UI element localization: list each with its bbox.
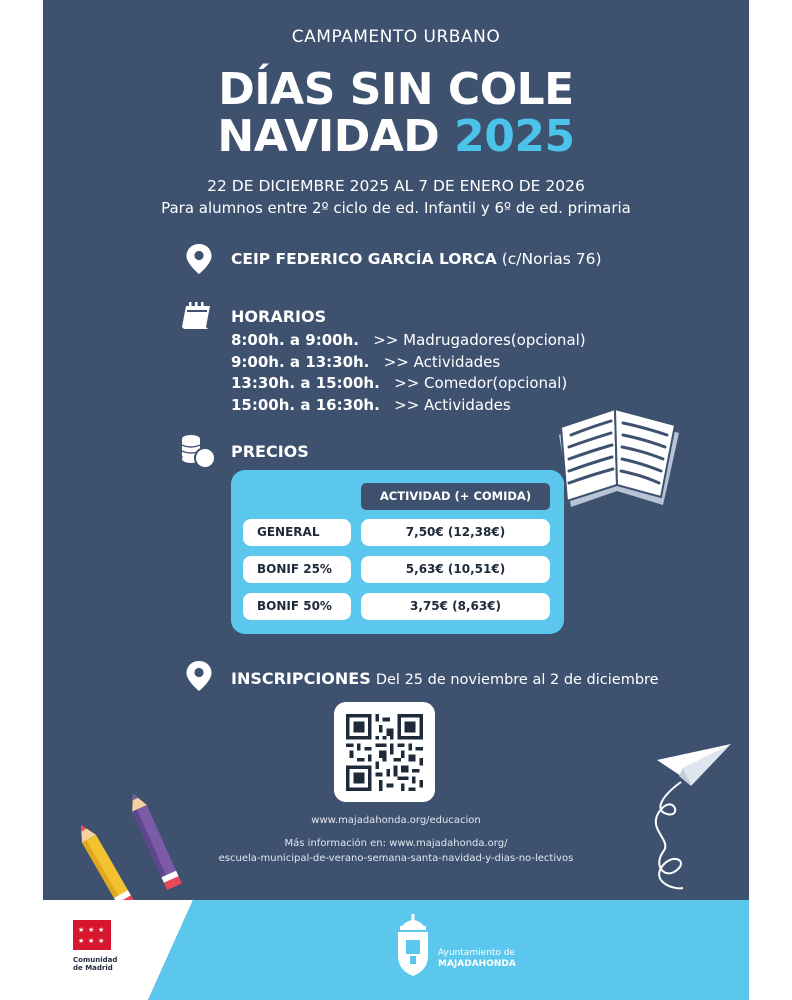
title-line-2 [43, 111, 749, 163]
svg-text:★: ★ [78, 926, 85, 934]
svg-text:★: ★ [98, 937, 105, 945]
web-link[interactable]: www.majadahonda.org/educacion [311, 815, 481, 826]
price-column-header: ACTIVIDAD (+ COMIDA) [361, 483, 550, 510]
school-name: CEIP FEDERICO GARCÍA LORCA [231, 250, 497, 268]
coins-icon [180, 432, 218, 470]
price-label: BONIF 50% [243, 593, 351, 620]
more-info-line-2[interactable]: escuela-municipal-de-verano-semana-santa-navidad-y-dias-no-lectivos [218, 853, 574, 864]
schedule-desc: >> Madrugadores(opcional) [373, 331, 586, 349]
schedule-heading: HORARIOS [231, 307, 327, 326]
qr-code-icon [346, 714, 423, 791]
comunidad-madrid-logo [73, 920, 119, 972]
price-value: 7,50€ (12,38€) [361, 519, 550, 546]
svg-text:★: ★ [78, 937, 85, 945]
city-shield-icon [392, 912, 434, 978]
poster [43, 0, 749, 1000]
audience-text: Para alumnos entre 2º ciclo de ed. Infantil y 6º de ed. primaria [161, 199, 631, 217]
calendar-icon [180, 300, 214, 330]
open-book-icon [551, 405, 691, 515]
schedule-list [231, 330, 671, 416]
city-logo-text [438, 948, 516, 970]
city-logo-line-1: Ayuntamiento de [438, 948, 515, 958]
madrid-flag-icon [73, 920, 111, 950]
registration-line [231, 669, 659, 688]
pencils-icon [58, 785, 198, 905]
title-navidad: NAVIDAD [217, 111, 440, 162]
title-line-1: DÍAS SIN COLE [218, 64, 574, 115]
schedule-desc: >> Actividades [394, 395, 511, 414]
more-info-line-1[interactable]: Más información en: www.majadahonda.org/ [284, 838, 508, 849]
map-pin-icon [185, 243, 213, 275]
svg-text:★: ★ [88, 926, 95, 934]
school-address: (c/Norias 76) [501, 250, 602, 268]
schedule-time: 15:00h. a 16:30h. [231, 395, 380, 414]
price-label: BONIF 25% [243, 556, 351, 583]
schedule-desc: >> Actividades [383, 352, 501, 371]
region-logo-line-2: de Madrid [73, 964, 113, 972]
event-dates: 22 DE DICIEMBRE 2025 AL 7 DE ENERO DE 2026 [207, 177, 585, 195]
svg-text:★: ★ [98, 926, 105, 934]
price-label: GENERAL [243, 519, 351, 546]
svg-text:★: ★ [88, 937, 95, 945]
schedule-desc: >> Comedor(opcional) [394, 374, 568, 392]
paper-plane-icon [643, 740, 738, 900]
title-year: 2025 [454, 111, 575, 162]
registration-dates: Del 25 de noviembre al 2 de diciembre [375, 672, 659, 688]
schedule-row [231, 352, 671, 374]
schedule-row [231, 373, 671, 395]
registration-heading: INSCRIPCIONES [231, 669, 371, 688]
map-pin-icon [185, 660, 213, 692]
city-logo-line-2: MAJADAHONDA [438, 959, 516, 969]
kicker-text: CAMPAMENTO URBANO [291, 27, 501, 47]
price-value: 5,63€ (10,51€) [361, 556, 550, 583]
qr-code[interactable] [334, 702, 435, 802]
region-logo-line-1: Comunidad [73, 956, 118, 964]
schedule-time: 8:00h. a 9:00h. [231, 331, 359, 349]
price-value: 3,75€ (8,63€) [361, 593, 550, 620]
schedule-time: 9:00h. a 13:30h. [231, 352, 370, 371]
schedule-row [231, 330, 671, 352]
prices-heading: PRECIOS [231, 442, 309, 461]
schedule-time: 13:30h. a 15:00h. [231, 374, 380, 392]
location-line [231, 250, 602, 268]
